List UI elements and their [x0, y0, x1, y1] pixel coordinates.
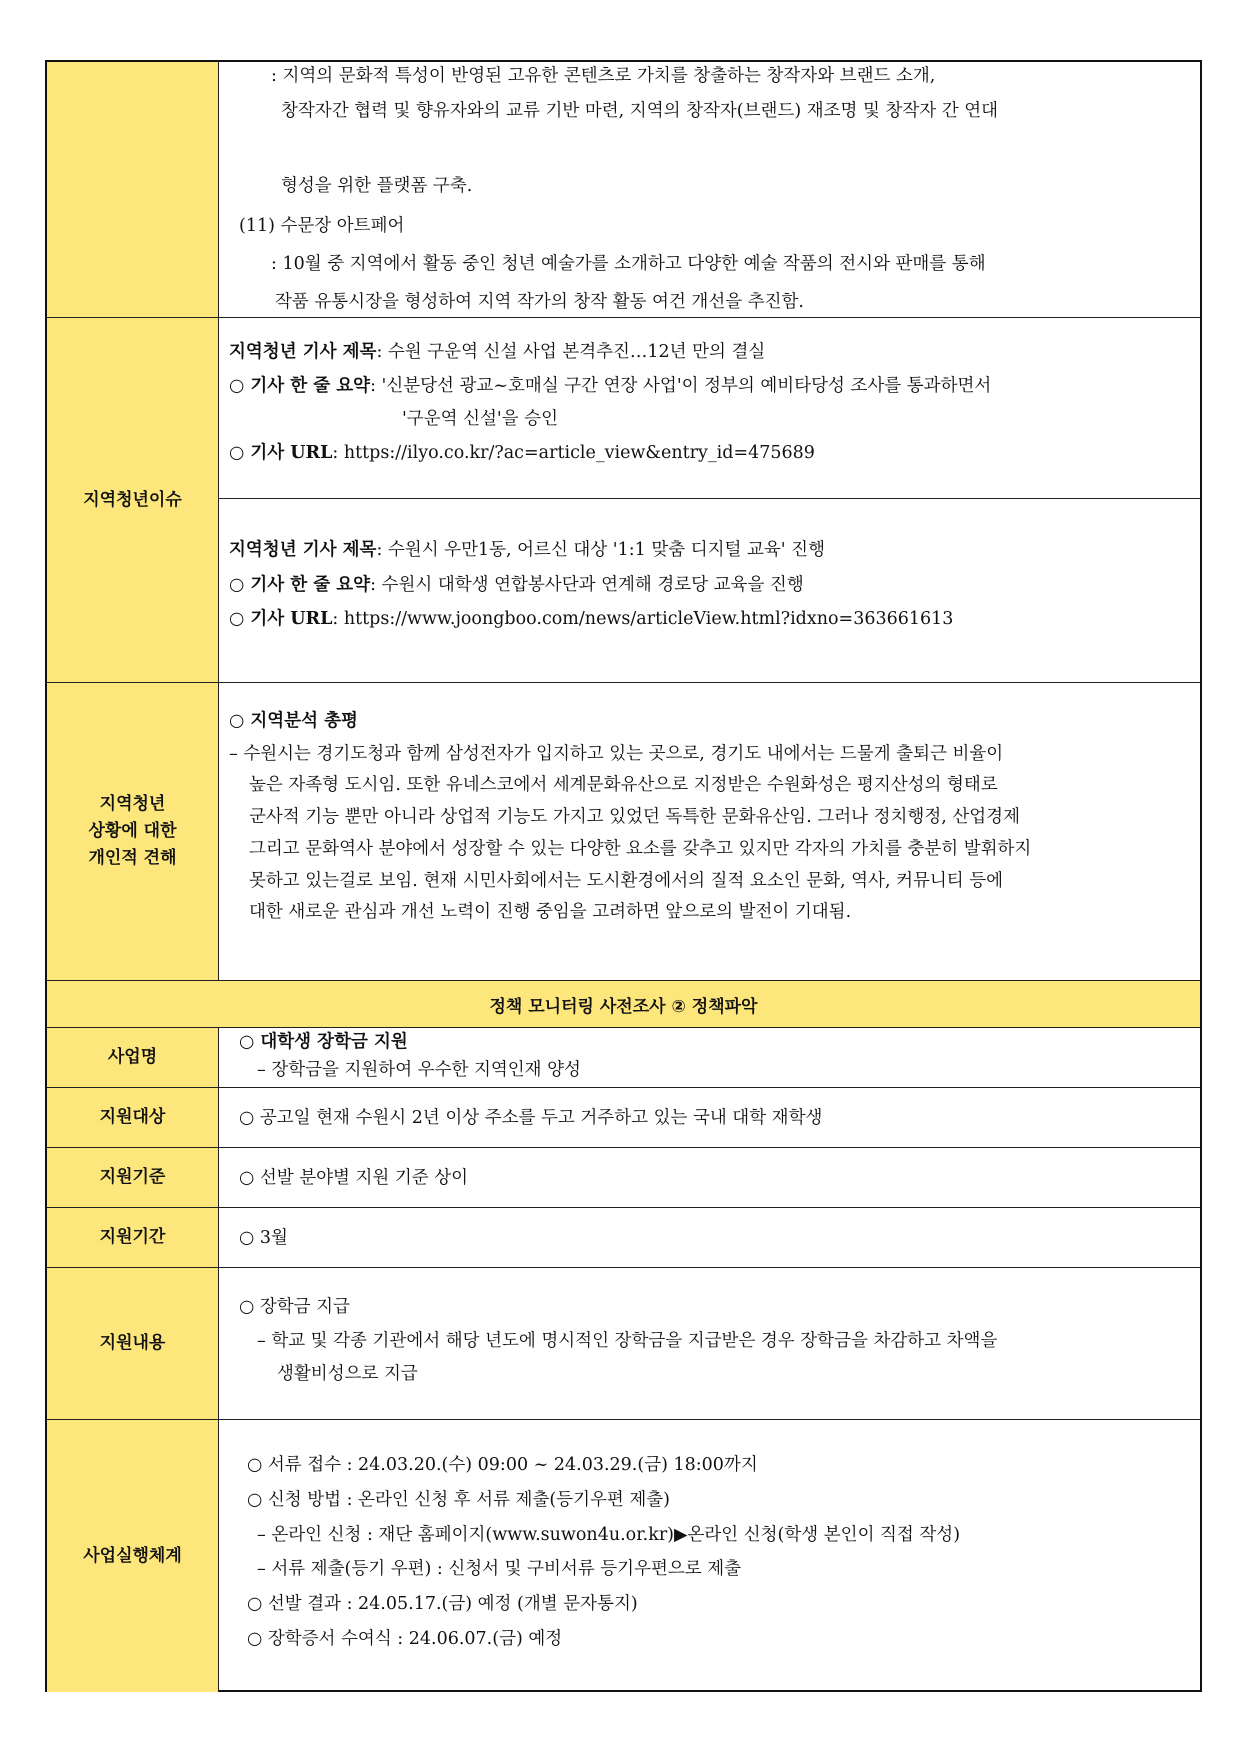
- text-line: : 지역의 문화적 특성이 반영된 고유한 콘텐츠로 가치를 창출하는 창작자와 브랜드 소개,: [271, 66, 936, 86]
- text-line: – 학교 및 각종 기관에서 해당 년도에 명시적인 장학금을 지급받은 경우 장학금을 차감하고 차액을: [257, 1331, 998, 1351]
- article-title-text: : 수원시 우만1동, 어르신 대상 '1:1 맞춤 디지털 교육' 진행: [376, 540, 825, 560]
- divider: [219, 498, 1200, 499]
- article-title-text: : 수원 구운역 신설 사업 본격추진…12년 만의 결실: [376, 342, 766, 362]
- period-text: ○ 3월: [239, 1228, 288, 1248]
- period-cell: [219, 1208, 1200, 1267]
- article-url-label: ○ 기사 URL: [229, 443, 333, 463]
- system-row: [47, 1419, 1200, 1692]
- text-line: : 10월 중 지역에서 활동 중인 청년 예술가를 소개하고 다양한 예술 작품의 전시와 판매를 통해: [271, 254, 986, 274]
- text-line: 작품 유통시장을 형성하여 지역 작가의 창작 활동 여건 개선을 추진함.: [275, 292, 804, 312]
- article-summary-text: : '신분당선 광교~호매실 구간 연장 사업'이 정부의 예비타당성 조사를 통과하면서: [370, 376, 992, 396]
- text-line: 높은 자족형 도시임. 또한 유네스코에서 세계문화유산으로 지정받은 수원화성은 평지산성의 형태로: [249, 775, 998, 795]
- period-row: [47, 1207, 1200, 1267]
- article1-url: [229, 441, 815, 465]
- opinion-row: [47, 682, 1200, 980]
- opinion-label-line: 지역청년: [99, 794, 166, 814]
- policy-section-header: 정책 모니터링 사전조사 ② 정책파악: [47, 980, 1200, 1027]
- opinion-cell: [219, 683, 1200, 980]
- article2-url: [229, 607, 953, 631]
- target-row: [47, 1087, 1200, 1147]
- opinion-label-line: 개인적 견해: [88, 848, 177, 868]
- text-line: ○ 서류 접수 : 24.03.20.(수) 09:00 ~ 24.03.29.(금) 18:00까지: [247, 1455, 758, 1475]
- project-label: 사업명: [47, 1028, 219, 1087]
- youth-issues-row: [47, 317, 1200, 682]
- text-line: (11) 수문장 아트페어: [239, 216, 405, 236]
- system-cell: [219, 1420, 1200, 1692]
- support-content-cell: [219, 1268, 1200, 1419]
- article-summary-label: ○ 기사 한 줄 요약: [229, 575, 371, 595]
- text-line: ○ 장학증서 수여식 : 24.06.07.(금) 예정: [247, 1629, 563, 1649]
- support-content-label: 지원내용: [47, 1268, 219, 1419]
- text-line: ○ 장학금 지급: [239, 1297, 350, 1317]
- project-row: [47, 1027, 1200, 1087]
- criteria-text: ○ 선발 분야별 지원 기준 상이: [239, 1168, 469, 1188]
- criteria-row: [47, 1147, 1200, 1207]
- target-label: 지원대상: [47, 1088, 219, 1147]
- article1-summary-cont: '구운역 신설'을 승인: [402, 409, 558, 429]
- text-line: 그리고 문화역사 분야에서 성장할 수 있는 다양한 요소를 갖추고 있지만 각자의 가치를 충분히 발휘하지: [249, 839, 1032, 859]
- article-url-label: ○ 기사 URL: [229, 609, 333, 629]
- cultural-content-row: [47, 62, 1200, 317]
- text-line: – 수원시는 경기도청과 함께 삼성전자가 입지하고 있는 곳으로, 경기도 내에서는 드물게 출퇴근 비율이: [229, 744, 1004, 764]
- project-sub: – 장학금을 지원하여 우수한 지역인재 양성: [257, 1060, 581, 1080]
- article2-summary: [229, 573, 804, 597]
- target-cell: [219, 1088, 1200, 1147]
- text-line: – 서류 제출(등기 우편) : 신청서 및 구비서류 등기우편으로 제출: [257, 1559, 742, 1579]
- cultural-content-cell: [219, 62, 1200, 317]
- criteria-cell: [219, 1148, 1200, 1207]
- opinion-heading: ○ 지역분석 총평: [229, 711, 358, 731]
- document-table: [45, 60, 1202, 1692]
- opinion-label: [47, 683, 219, 980]
- article-summary-text: : 수원시 대학생 연합봉사단과 연계해 경로당 교육을 진행: [370, 575, 804, 595]
- article-title-label: 지역청년 기사 제목: [229, 342, 377, 362]
- support-content-row: [47, 1267, 1200, 1419]
- youth-issues-cell: [219, 318, 1200, 682]
- youth-issues-label: 지역청년이슈: [47, 318, 219, 682]
- text-line: ○ 선발 결과 : 24.05.17.(금) 예정 (개별 문자통지): [247, 1594, 638, 1614]
- text-line: 창작자간 협력 및 향유자와의 교류 기반 마련, 지역의 창작자(브랜드) 재조명 및 창작자 간 연대: [281, 101, 999, 121]
- row-label-empty: [47, 62, 219, 317]
- text-line: 형성을 위한 플랫폼 구축.: [281, 176, 473, 196]
- criteria-label: 지원기준: [47, 1148, 219, 1207]
- project-cell: [219, 1028, 1200, 1087]
- text-line: 군사적 기능 뿐만 아니라 상업적 기능도 가지고 있었던 독특한 문화유산임. 그러나 정치행정, 산업경제: [249, 807, 1020, 827]
- target-text: ○ 공고일 현재 수원시 2년 이상 주소를 두고 거주하고 있는 국내 대학 재학생: [239, 1108, 823, 1128]
- text-line: 대한 새로운 관심과 개선 노력이 진행 중임을 고려하면 앞으로의 발전이 기대됨.: [249, 902, 852, 922]
- system-label: 사업실행체계: [47, 1420, 219, 1692]
- text-line: 못하고 있는걸로 보임. 현재 시민사회에서는 도시환경에서의 질적 요소인 문화, 역사, 커뮤니티 등에: [249, 871, 1004, 891]
- opinion-label-line: 상황에 대한: [88, 821, 177, 841]
- text-line: 생활비성으로 지급: [277, 1364, 418, 1384]
- article1-summary: [229, 374, 991, 398]
- article2-title: [229, 538, 825, 562]
- article1-title: [229, 340, 765, 364]
- text-line: ○ 신청 방법 : 온라인 신청 후 서류 제출(등기우편 제출): [247, 1490, 670, 1510]
- article-url-text: : https://www.joongboo.com/news/articleView.html?idxno=363661613: [332, 609, 954, 629]
- text-line: – 온라인 신청 : 재단 홈페이지(www.suwon4u.or.kr)▶온라인 신청(학생 본인이 직접 작성): [257, 1525, 961, 1545]
- article-title-label: 지역청년 기사 제목: [229, 540, 377, 560]
- article-url-text: : https://ilyo.co.kr/?ac=article_view&entry_id=475689: [332, 443, 815, 463]
- article-summary-label: ○ 기사 한 줄 요약: [229, 376, 371, 396]
- project-title: ○ 대학생 장학금 지원: [239, 1032, 408, 1052]
- period-label: 지원기간: [47, 1208, 219, 1267]
